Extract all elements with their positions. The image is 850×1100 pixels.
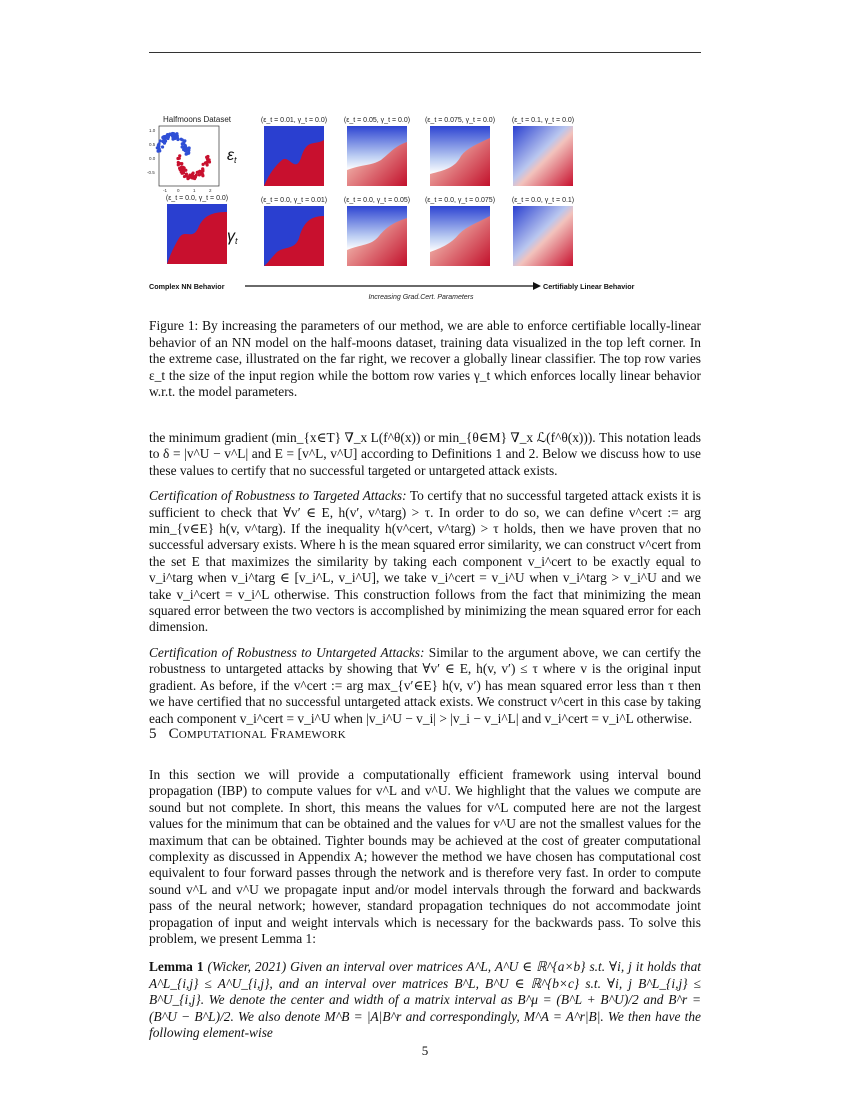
- paragraph-framework: In this section we will provide a computationally efficient framework using interval bound propagation (IBP) to compute values for v^L and v^U. We highlight that the values we compute are sound but not complete. In short, this means the values for v^L computed here are not the largest values for the minimum that can be obtained and the values for v^U are not the smallest values for the maximum that can be obtained. Tighter bounds may be achieved at the cost of greater computational complexity as discussed in Appendix A; however the method we have chosen has computational cost equivalent to four forward passes through the network and is therefore very fast. In order to compute sound v^L and v^U we propagate input and/or model intervals through the forward and backwards pass of the neural network; however, standard propagation techniques do not accommodate joint propagation of input and weight intervals which is necessary for the backwards pass. To solve this problem, we present Lemma 1:: [149, 767, 701, 947]
- scatter-point-blue: [184, 144, 187, 147]
- bottom-title-2: (ε_t = 0.0, γ_t = 0.05): [343, 197, 411, 204]
- scatter-point-blue: [181, 142, 184, 145]
- top-row-panels: [261, 117, 574, 186]
- svg-text:0.5: 0.5: [149, 142, 156, 147]
- bottom-panel-4: [513, 206, 573, 266]
- dataset-title: Halfmoons Dataset: [162, 115, 232, 124]
- svg-text:0: 0: [177, 188, 180, 193]
- scatter-point-blue: [157, 145, 160, 148]
- scatter-point-blue: [161, 145, 164, 148]
- scatter-point-red: [177, 163, 180, 166]
- scatter-point-red: [201, 168, 204, 171]
- scatter-point-blue: [159, 139, 162, 142]
- scatter-point-red: [180, 170, 183, 173]
- bottom-title-0: (ε_t = 0.0, γ_t = 0.0): [165, 195, 229, 202]
- scatter-point-red: [182, 169, 185, 172]
- targeted-text: To certify that no successful targeted attack exists it is sufficient to check that ∀v′ ∈ E, h(v′, v^targ) > τ. In order to do so, we can define v^cert := arg min_{v∈E} h(v, v^targ). If the inequality h(v^cert, v^targ) > τ holds, then we have proven that no successful adversary exists. Where h is the mean squared error similarity, we can construct v^cert from the set E that maximizes the similarity by taking each component v_i^cert to be exactly equal to v_i^targ when v_i^targ ∈ [v_i^L, v_i^U], we take v_i^cert = v_i^U when v_i^targ > v_i^U and we take v_i^cert = v_i^L otherwise. This construction follows from the fact that minimizing the mean squared error between the two vectors is accomplished by minimizing the mean squared error for each dimension.: [149, 488, 701, 635]
- top-title-4: (ε_t = 0.1, γ_t = 0.0): [511, 117, 575, 124]
- scatter-point-blue: [176, 138, 179, 141]
- targeted-heading: Certification of Robustness to Targeted Attacks:: [149, 488, 407, 504]
- figure-svg: [149, 108, 701, 308]
- untargeted-heading: Certification of Robustness to Untargeted Attacks:: [149, 644, 425, 660]
- scatter-point-red: [201, 174, 204, 177]
- caption-text: By increasing the parameters of our method, we are able to enforce certifiable locally-linear behavior of an NN model on the half-moons dataset, training data visualized in the top left corner. In the extreme case, illustrated on the far right, we recover a globally linear classifier. The top row varies ε_t the size of the input region while the bottom row varies γ_t which enforces locally linear behavior w.r.t. the model parameters.: [149, 318, 701, 400]
- scatter-point-red: [204, 161, 207, 164]
- svg-text:-1: -1: [163, 188, 168, 193]
- section-title: Computational Framework: [168, 726, 346, 742]
- arrow-head: [533, 282, 541, 290]
- figure-1: [149, 108, 701, 308]
- section-heading: [149, 726, 346, 743]
- bottom-title-4: (ε_t = 0.0, γ_t = 0.1): [511, 197, 575, 204]
- body-bottom: [149, 767, 701, 1051]
- lemma-label: Lemma 1: [149, 959, 204, 975]
- scatter-point-red: [186, 176, 189, 179]
- untargeted-text: Similar to the argument above, we can certify the robustness to untargeted attacks by showing that ∀v′ ∈ E, h(v, v′) ≤ τ where v is the original input gradient. As before, if the v^cert := arg max_{v′∈E} h(v, v′) has mean squared error less than τ then we have certified that no successful untargeted attack exists. We construct v^cert in this case by taking each component v_i^cert = v_i^U when |v_i^U − v_i| > |v_i − v_i^L| and v_i^cert = v_i^L otherwise.: [149, 644, 701, 726]
- figure-caption: [149, 318, 701, 401]
- arrow-right-label: Certifiably Linear Behavior: [543, 282, 635, 291]
- caption-label: Figure 1:: [149, 318, 199, 333]
- scatter-point-blue: [162, 139, 165, 142]
- scatter-point-blue: [158, 149, 161, 152]
- scatter-point-red: [206, 157, 209, 160]
- section-number: 5: [149, 726, 157, 742]
- scatter-point-blue: [171, 132, 174, 135]
- scatter-point-red: [185, 172, 188, 175]
- top-panel-4: [513, 126, 573, 186]
- svg-text:1: 1: [193, 188, 196, 193]
- svg-text:2: 2: [209, 188, 212, 193]
- row-label-bottom: γt: [227, 228, 238, 246]
- scatter-point-red: [191, 175, 194, 178]
- scatter-point-blue: [171, 136, 174, 139]
- bottom-title-1: (ε_t = 0.0, γ_t = 0.01): [260, 197, 328, 204]
- scatter-point-red: [198, 173, 201, 176]
- scatter-point-blue: [181, 145, 184, 148]
- scatter-point-blue: [187, 151, 190, 154]
- body-top: [149, 430, 701, 736]
- top-title-1: (ε_t = 0.01, γ_t = 0.0): [260, 117, 328, 124]
- scatter-point-blue: [175, 132, 178, 135]
- lemma-cite: (Wicker, 2021): [207, 959, 287, 975]
- row-label-top: εt: [227, 147, 237, 165]
- svg-text:0.0: 0.0: [149, 156, 156, 161]
- scatter-point-blue: [181, 138, 184, 141]
- paragraph-untargeted: [149, 645, 701, 727]
- paragraph-min-gradient: the minimum gradient (min_{x∈T} ∇_x L(f^θ(x)) or min_{θ∈M} ∇_x ℒ(f^θ(x))). This notation leads to δ = |v^U − v^L| and E = [v^L, v^U] according to Definitions 1 and 2. Below we discuss how to use these values to certify that no successful targeted or untargeted attack exists.: [149, 430, 701, 478]
- arrow-left-label: Complex NN Behavior: [149, 282, 225, 291]
- scatter-point-red: [178, 154, 181, 157]
- bottom-title-3: (ε_t = 0.0, γ_t = 0.075): [424, 197, 496, 204]
- paragraph-targeted: [149, 488, 701, 636]
- scatter-point-blue: [165, 134, 168, 137]
- arrow-caption: Increasing Grad.Cert. Parameters: [368, 294, 474, 301]
- scatter-point-red: [182, 166, 185, 169]
- lemma-text: Given an interval over matrices A^L, A^U ∈ ℝ^{a×b} s.t. ∀i, j it holds that A^L_{i,j} ≤ A^U_{i,j}, and an interval over matrices B^L, B^U ∈ ℝ^{b×c} s.t. ∀i, j B^L_{i,j} ≤ B^U_{i,j}. We denote the center and width of a matrix interval as B^μ = (B^L + B^U)/2 and B^r = (B^U − B^L)/2. We also denote M^B = |A|B^r and correspondingly, M^A = A^r|B|. We then have the following element-wise: [149, 959, 701, 1041]
- scatter-point-red: [198, 170, 201, 173]
- top-title-3: (ε_t = 0.075, γ_t = 0.0): [424, 117, 496, 124]
- svg-text:1.0: 1.0: [149, 128, 156, 133]
- page-number: 5: [421, 1043, 429, 1058]
- header-rule: [149, 52, 701, 53]
- svg-text:-0.5: -0.5: [147, 170, 155, 175]
- scatter-point-blue: [161, 136, 164, 139]
- paragraph-lemma: [149, 959, 701, 1041]
- scatter-point-blue: [184, 149, 187, 152]
- top-title-2: (ε_t = 0.05, γ_t = 0.0): [343, 117, 411, 124]
